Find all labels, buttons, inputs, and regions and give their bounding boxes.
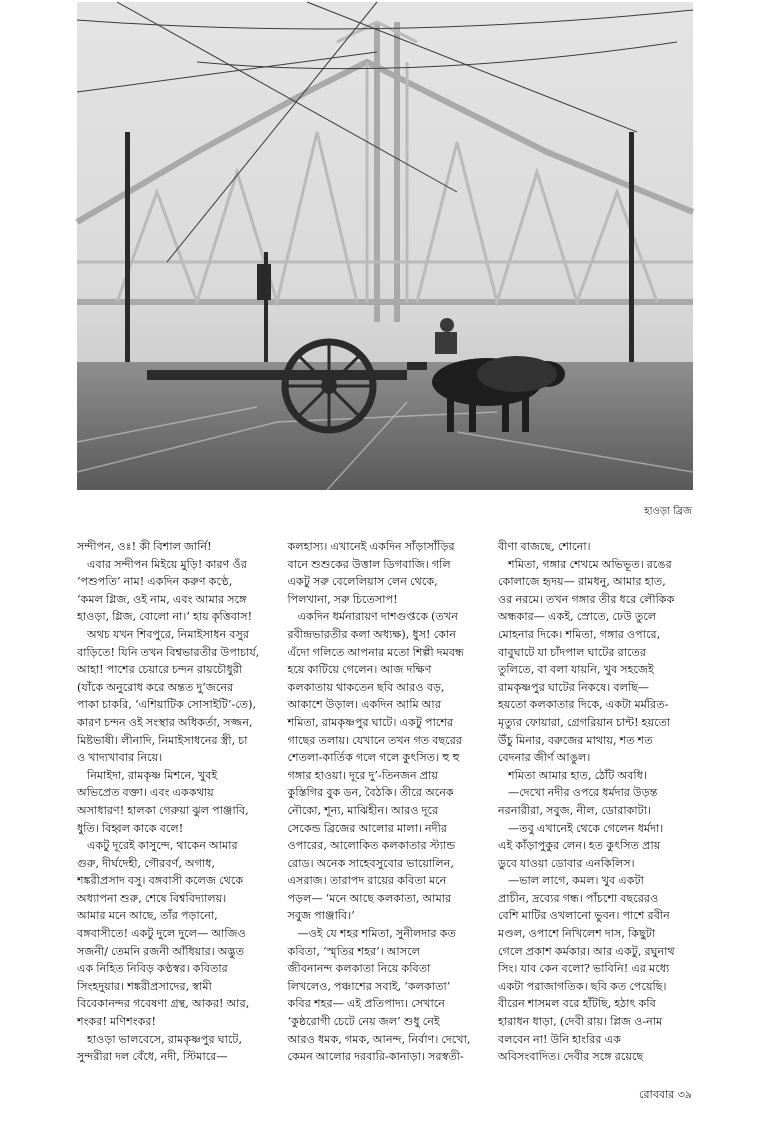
text-line: কবির শহর— এই প্রতিপাদ্য। সেখানে [287, 997, 445, 1011]
text-line: বীণা বাজছে, শোনো। [498, 540, 591, 553]
text-line: গঙ্গার হাওয়া। দূরে দু’-তিনজন প্রায় [287, 768, 438, 782]
text-line: একদিন ধর্মনারায়ণ দাশগুপ্তকে (তখন [297, 610, 458, 624]
text-line: রবীন্দ্রভারতীর কলা অধ্যক্ষ), ধুস! কোন [287, 627, 456, 641]
text-line: কারণ চন্দন ওই সংস্থার অধিকর্তা, সজ্জন, [77, 715, 253, 729]
text-line: বিবেকানন্দর গবেষণা গ্রন্থ, আকর! আর, [77, 997, 250, 1011]
text-column-1 [77, 538, 272, 1064]
text-line: শমিতা আমার হাত, ঠোঁট অবধি। [508, 768, 647, 782]
text-line: এসরাজ। তারাপদ রায়ের কবিতা মনে [287, 874, 447, 888]
text-line: এঁদো গলিতে আপনার মতো শিল্পী দমবন্ধ [287, 645, 464, 659]
text-line: ডুবে যাওয়া ডোবার এনকিলিস। [498, 856, 635, 870]
page-footer: রোববার ৩৯ [639, 1088, 692, 1101]
text-line: বাবুঘাটে যা চাঁদপাল ঘাটের রাতের [498, 645, 647, 659]
text-line: শমিতা, গঙ্গার শেখমে অভিভূত। রঙের [508, 557, 672, 571]
text-line: লিখলেও, পঞ্চাশের সবাই, ‘কলকাতা’ [287, 979, 451, 993]
text-line: সুন্দরীরা দল বেঁধে, নদী, স্টিমারে— [77, 1050, 228, 1064]
text-line: আমার মনে আছে, তাঁর পড়ানো, [77, 909, 218, 923]
text-line: বাড়িতে! যিনি তখন বিশ্বভারতীর উপাচার্য, [77, 645, 260, 659]
text-line: ওর নরমে। তখন গঙ্গার তীর ধরে লৌকিক [498, 592, 675, 606]
text-line: বঙ্গবাসীতে! একটু দুলে দুলে— আজিও [77, 927, 246, 941]
text-line: শংকর! মণিশংকর! [77, 1015, 157, 1029]
text-line: এবার সন্দীপন মিইয়ে মুড়ি! কারণ ওঁর [87, 557, 247, 571]
text-line: —তবু এখানেই থেকে গেলেন ধর্মদা। [508, 821, 664, 835]
text-line: ‘পশুপতি’ নাম! একদিন করুণ কণ্ঠে, [77, 575, 233, 589]
text-line: বলবেন না! উনি হাংরির এক [498, 1032, 621, 1046]
text-line: বীরেন শাসমল বরে হাঁটছি, হঠাৎ কবি [498, 997, 656, 1011]
text-line: ‘কমল গ্লিজ, ওই নাম, এবং আমার সঙ্গে [77, 592, 247, 606]
text-line: সিংহদুয়ার। শঙ্করীপ্রসাদের, স্বামী [77, 979, 212, 993]
text-line: —দেখো নদীর ওপরে ধর্মদার উড়ন্ত [508, 786, 658, 800]
text-line: এই কাঁড়াপুকুর লেন। হত কুৎসিত প্রায় [498, 839, 661, 853]
text-line: কলহাস্য। এখানেই একদিন সাঁড়াসাঁড়ির [287, 540, 455, 553]
text-line: হয়তো কলকাতার দিকে, একটা মর্মরিত- [498, 698, 669, 712]
text-line: বেদনার জীর্ণ আঙুল। [498, 751, 591, 765]
text-line: রোড। অনেক সাহেবসুবোর ভায়োলিন, [287, 856, 454, 870]
text-line: হারাধন ধাড়া, (দেবী রায়। প্লিজ ও-নাম [498, 1015, 663, 1029]
text-line: (যাঁকে অনুরোধ করে অন্তত দু’জনের [77, 680, 234, 694]
text-line: বানে শুশুকের উত্তাল ডিগবাজি। গলি [287, 557, 451, 571]
text-line: গুরু, দীর্ঘদেহী, গৌরবর্ণ, অগাধ, [77, 856, 216, 870]
text-line: অবিসংবাদিত। দেবীর সঙ্গে রয়েছে [498, 1050, 644, 1064]
text-line: বেশি মাটির ওখলানো ভুবন। পাশে রবীন [498, 909, 670, 923]
text-line: সন্দীপন, ওঃ! কী বিশাল জার্নি! [77, 540, 212, 553]
text-line: ওপারের, আলোকিত কলকাতার স্ট্যান্ড [287, 839, 456, 853]
text-line: —ভাল লাগে, কমল। খুব একটা [508, 874, 644, 888]
text-line: নিমাইদা, রামকৃষ্ণ মিশনে, খুবই [87, 768, 218, 782]
text-line: মৃত্যুর ফোয়ারা, গ্রেগরিয়ান চান্ট! হয়তো [498, 715, 671, 729]
text-line: কলকাতায় থাকতেন ছবি আরও বড়, [287, 680, 445, 694]
text-line: অথচ যখন শিবপুরে, নিমাইসাধন বসুর [87, 627, 250, 641]
howrah-bridge-photo [77, 2, 693, 490]
text-line: হয়ে কাটিয়ে গেলেন। আজ দক্ষিণ [287, 663, 432, 677]
text-line: আহা! পাশের চেয়ারে চন্দন রায়চৌধুরী [77, 663, 243, 677]
photo-caption: হাওড়া ব্রিজ [644, 506, 692, 517]
text-line: এক নিহিত নিবিড় কণ্ঠস্বর। কবিতার [77, 962, 228, 976]
text-line: ‘কুষ্ঠরোগী চেটে নেয় জল’ শুধু নেই [287, 1015, 440, 1029]
article-body [77, 538, 693, 1064]
text-line: —ওই যে শহর শমিতা, সুনীলদার কত [297, 927, 456, 941]
text-line: তুলিতে, বা বলা যায়নি, খুব সহজেই [498, 663, 654, 677]
text-line: সিং। যাব কেন বলো? ভাবিনি! এর মধ্যে [498, 962, 670, 976]
text-column-2 [287, 538, 483, 1064]
text-line: শেতলা-কার্তিক গলে গলে কুৎসিত। হু হু [287, 751, 460, 765]
text-line: সজনী/ তেমনি রজনী আঁধিয়ার। অদ্ভুত [77, 944, 245, 958]
text-line: কোলাজে হৃদয়— রামধনু, আমার হাত, [498, 575, 666, 589]
text-line: ও খাদ্যখাবার নিয়ে। [77, 751, 163, 765]
text-line: পিলখানা, সরু চিতেসাপ! [287, 592, 398, 606]
text-line: রামকৃষ্ণপুর ঘাটের নিকষে। বলছি— [498, 680, 650, 694]
text-line: অভিপ্রেত বক্তা। এবং এককথায় [77, 786, 214, 800]
text-line: মোহনার দিকে। শমিতা, গঙ্গার ওপারে, [498, 627, 661, 641]
text-line: প্রাচীন, দ্রব্যের গন্ধ। পাঁচশো বছরেরও [498, 891, 659, 905]
text-line: পড়ল— ‘মনে আছে কলকাতা, আমার [287, 891, 452, 905]
text-line: নরনারীরা, সবুজ, নীল, ডোরাকাটা। [498, 803, 652, 817]
text-line: গেলে প্রকাশ কর্মকার। আর একটু, রঘুনাথ [498, 944, 675, 958]
text-line: মণ্ডল, ওপাশে নিখিলেশ দাস, কিছুটা [498, 927, 656, 941]
text-line: শঙ্করীপ্রসাদ বসু। বঙ্গবাসী কলেজ থেকে [77, 874, 244, 888]
text-line: অধ্যাপনা শুরু, শেষে বিশ্ববিদ্যালয়। [77, 891, 227, 905]
text-line: শমিতা, রামকৃষ্ণপুর ঘাটে। একটু পাশের [287, 715, 454, 729]
text-line: জীবনানন্দ কলকাতা নিয়ে কবিতা [287, 962, 431, 976]
text-line: একটু দূরেই কাসুন্দে, থাকেন আমার [87, 839, 238, 853]
text-line: আরও ধমক, গমক, আনন্দ, নির্বাণ। দেখো, [287, 1032, 471, 1046]
text-line: নৌকো, শূন্য, মাঝিহীন। আরও দূরে [287, 803, 439, 817]
text-line: কুস্তিগির বুক ডন, বৈঠকি। তীরে অনেক [287, 786, 454, 800]
text-line: অন্ধকার— একই, স্রোতে, ঢেউ তুলে [498, 610, 657, 624]
text-line: সেকেন্ড ব্রিজের আলোর মালা। নদীর [287, 821, 447, 835]
text-line: ধুতি। বিহ্বল কাকে বলে! [77, 821, 184, 835]
text-line: হাওড়া, গ্লিজ, বোলো না।’ হায় কৃত্তিবাস! [77, 610, 253, 624]
text-line: উঁচু মিনার, বরুজের মাথায়, শত শত [498, 733, 653, 747]
text-line: কবিতা, ‘স্মৃতির শহর’। আসলে [287, 944, 421, 958]
text-line: সবুজ পাঞ্জাবি।’ [287, 909, 355, 923]
text-line: একটু সরু বেলেলিয়াস লেন থেকে, [287, 575, 438, 589]
text-column-3 [498, 538, 693, 1064]
text-line: অসাধারণ! হালকা গেরুয়া ঝুল পাঞ্জাবি, [77, 803, 249, 817]
text-line: গাছের তলায়। যেখানে তখন গত বছরের [287, 733, 463, 747]
text-line: কেমন আলোর দরবারি-কানাড়া। সরস্বতী- [287, 1050, 464, 1064]
text-line: মিষ্টভাষী। লীনাদি, নিমাইসাধনের স্ত্রী, চা [77, 733, 248, 747]
text-line: একটা পরাজাগতিক। ছবি কত পেয়েছি। [498, 979, 667, 993]
text-line: পাকা চাকরি, ‘এশিয়াটিক সোসাইটি’-তে), [77, 698, 257, 712]
text-line: আকাশে উড়াল। একদিন আমি আর [287, 698, 442, 712]
text-line: হাওড়া ভালবেসে, রামকৃষ্ণপুর ঘাটে, [87, 1032, 243, 1046]
